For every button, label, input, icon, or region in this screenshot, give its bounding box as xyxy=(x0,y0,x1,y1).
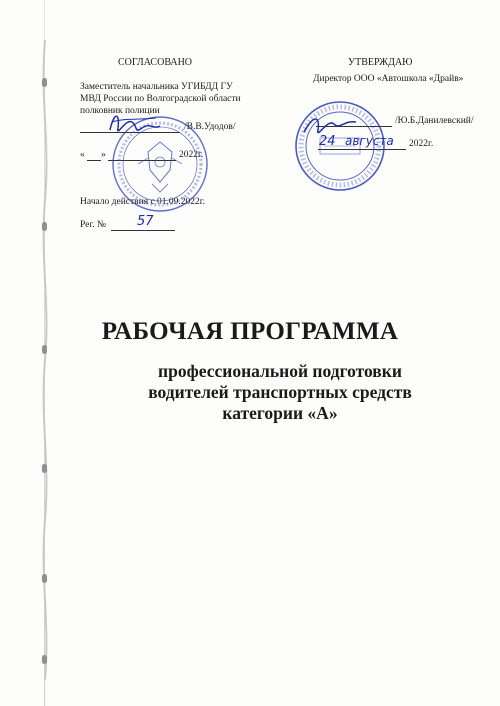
left-date-year: 2022г. xyxy=(179,150,204,160)
binding-hole xyxy=(42,78,47,87)
start-date-note: Начало действия с 01.09.2022г. xyxy=(80,197,205,207)
reg-number-line xyxy=(111,230,175,231)
subtitle-line1: профессиональной подготовки xyxy=(158,361,402,381)
left-handwritten-signature xyxy=(104,108,164,142)
right-signer-name: /Ю.Б.Данилевский/ xyxy=(395,116,474,126)
right-date-month-handwritten: августа xyxy=(345,134,394,148)
binding-hole xyxy=(42,464,47,473)
binding-hole xyxy=(42,345,47,354)
binding-hole xyxy=(42,222,47,231)
binding-hole xyxy=(42,655,47,664)
document-subtitle xyxy=(90,361,470,424)
left-heading: СОГЛАСОВАНО xyxy=(118,57,193,68)
left-position-line3: полковник полиции xyxy=(80,106,160,116)
left-date-close-quote: » xyxy=(101,150,106,160)
right-heading: УТВЕРЖДАЮ xyxy=(348,57,413,68)
left-signer-name: /В.В.Удодов/ xyxy=(184,122,236,132)
subtitle-line2: водителей транспортных средств xyxy=(148,382,412,402)
reg-label: Рег. № xyxy=(80,220,107,230)
binding-hole xyxy=(42,574,47,583)
left-position-line1: Заместитель начальника УГИБДД ГУ xyxy=(80,82,233,92)
right-date-year: 2022г. xyxy=(409,139,434,149)
subtitle-line3: категории «А» xyxy=(222,403,338,423)
right-date-day-handwritten: 24 xyxy=(319,134,336,149)
reg-number-handwritten: 57 xyxy=(137,214,154,229)
right-position-line: Директор ООО «Автошкола «Драйв» xyxy=(313,74,464,84)
left-position-line2: МВД России по Волгоградской области xyxy=(80,94,241,104)
document-title: РАБОЧАЯ ПРОГРАММА xyxy=(101,318,399,345)
left-date-day-line xyxy=(87,160,101,161)
left-date-open-quote: « xyxy=(80,150,85,160)
binding-thread xyxy=(38,40,52,680)
